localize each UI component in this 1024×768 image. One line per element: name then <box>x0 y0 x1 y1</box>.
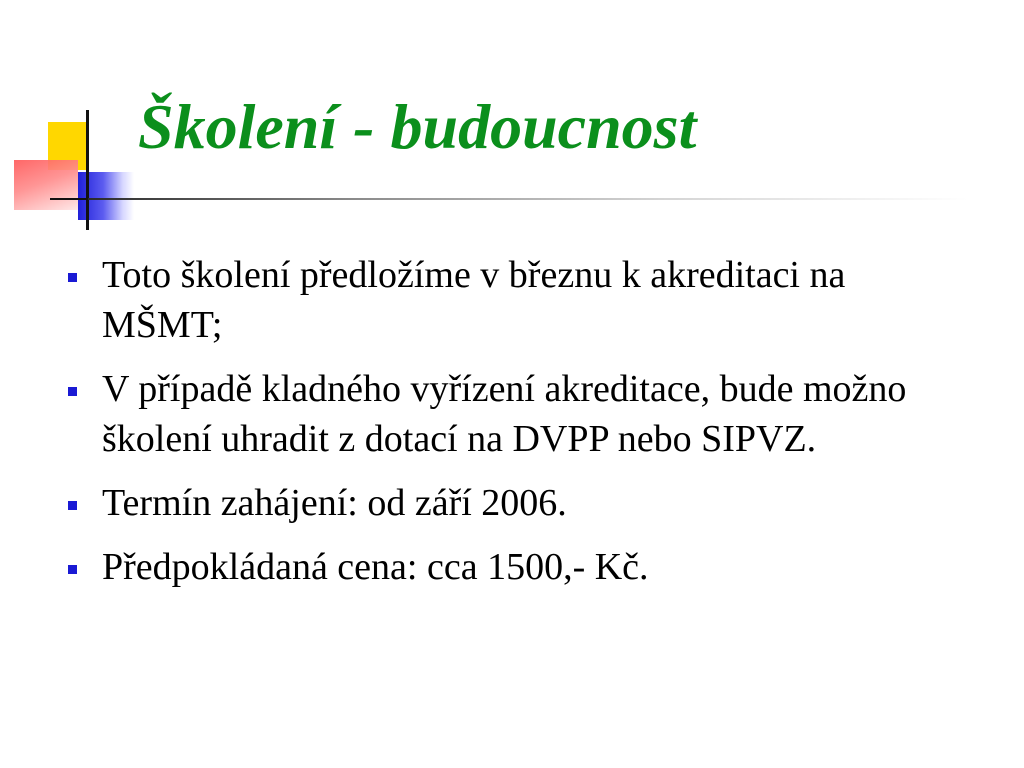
title-underline <box>88 198 968 200</box>
slide-title: Školení - budoucnost <box>138 91 697 162</box>
bullet-list <box>62 250 962 592</box>
bullet-item <box>62 478 962 528</box>
bullet-item <box>62 542 962 592</box>
square-bullet-icon <box>68 501 77 510</box>
bullet-text: Předpokládaná cena: cca 1500,- Kč. <box>102 546 649 588</box>
vertical-line <box>86 110 89 230</box>
square-bullet-icon <box>68 387 77 396</box>
slide-content <box>62 250 962 606</box>
square-bullet-icon <box>68 273 77 282</box>
square-bullet-icon <box>68 565 77 574</box>
bullet-item <box>62 364 962 464</box>
bullet-text: Termín zahájení: od září 2006. <box>102 482 567 524</box>
bullet-text: Toto školení předložíme v březnu k akreditaci na MŠMT; <box>102 254 846 346</box>
bullet-text: V případě kladného vyřízení akreditace, bude možno školení uhradit z dotací na DVPP nebo SIPVZ. <box>102 368 907 460</box>
slide-logo-squares-icon <box>0 0 160 240</box>
bullet-item <box>62 250 962 350</box>
red-square <box>14 160 78 210</box>
